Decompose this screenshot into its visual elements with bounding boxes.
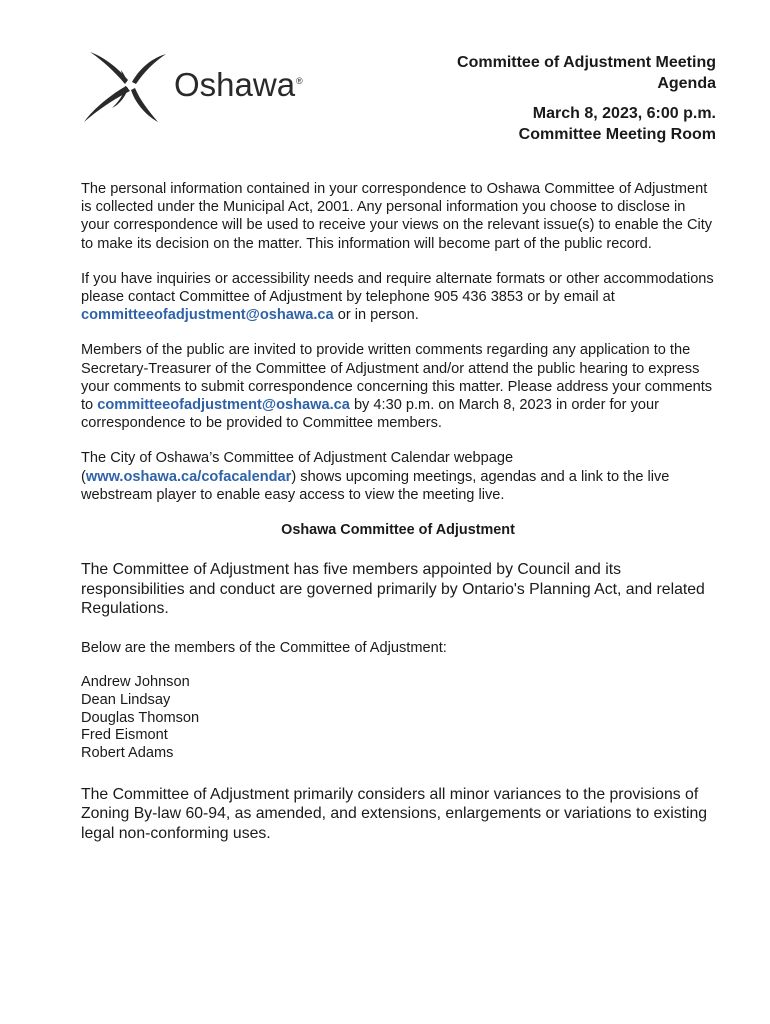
inquiries-text: If you have inquiries or accessibility needs and require alternate formats or other accommodations please contact Committee of Adjustment by telephone 905 436 3853 or by email at [81,270,714,306]
public-comments-text: Members of the public are invited to provide written comments regarding any application to the Secretary-Treasurer of the Committee of Adjustment and/or attend the public hearing to express your comments to submit correspondence concerning this matter. Please address your comments to [81,342,713,414]
five-members-paragraph: The Committee of Adjustment has five members appointed by Council and its responsibilities and conduct are governed primarily by Ontario's Planning Act, and related Regulations. [81,561,705,618]
email-link[interactable]: committeeofadjustment@oshawa.ca [81,307,334,324]
members-intro: Below are the members of the Committee of Adjustment: [81,639,447,656]
list-item: Andrew Johnson [81,673,190,690]
meeting-date: March 8, 2023, 6:00 p.m. [532,105,716,122]
meeting-location: Committee Meeting Room [518,126,716,143]
calendar-text-end: ) shows upcoming meetings, agendas and a link to the live webstream player to enable easy access to view the meeting live. [81,468,670,503]
section-heading: Oshawa Committee of Adjustment [281,522,515,539]
calendar-paragraph [81,449,715,504]
list-item: Robert Adams [81,745,174,762]
agenda-header [457,52,716,145]
registered-mark: ® [296,76,303,86]
inquiries-text-end: or in person. [333,307,419,324]
calendar-link[interactable]: www.oshawa.ca/cofacalendar [85,468,292,485]
list-item: Fred Eismont [81,727,168,744]
inquiries-paragraph [81,270,715,325]
oshawa-logo [82,46,322,126]
logo-wordmark: Oshawa [174,66,296,103]
email-link[interactable]: committeeofadjustment@oshawa.ca [97,397,350,414]
members-list [81,674,715,763]
public-comments-text-end: by 4:30 p.m. on March 8, 2023 in order for your correspondence to be provided to Committee members. [81,397,659,432]
public-comments-paragraph [81,341,715,432]
list-item: Douglas Thomson [81,709,200,726]
privacy-paragraph: The personal information contained in your correspondence to Oshawa Committee of Adjustment is collected under the Municipal Act, 2001. Any personal information you choose to disclose in your correspondence will be used to receive your views on the relevant issue(s) to enable the City to make its decision on the matter. This information will become part of the public record. [81,181,713,252]
list-item: Dean Lindsay [81,691,171,708]
oshawa-star-icon [84,52,166,122]
title-line-2: Agenda [657,75,716,92]
calendar-text: The City of Oshawa’s Committee of Adjustment Calendar webpage ( [81,450,514,485]
title-line-1: Committee of Adjustment Meeting [457,54,716,71]
document-body [81,180,715,843]
considers-paragraph: The Committee of Adjustment primarily considers all minor variances to the provisions of Zoning By-law 60-94, as amended, and extensions, enlargements or variations to existing legal non-conforming uses. [81,785,708,842]
